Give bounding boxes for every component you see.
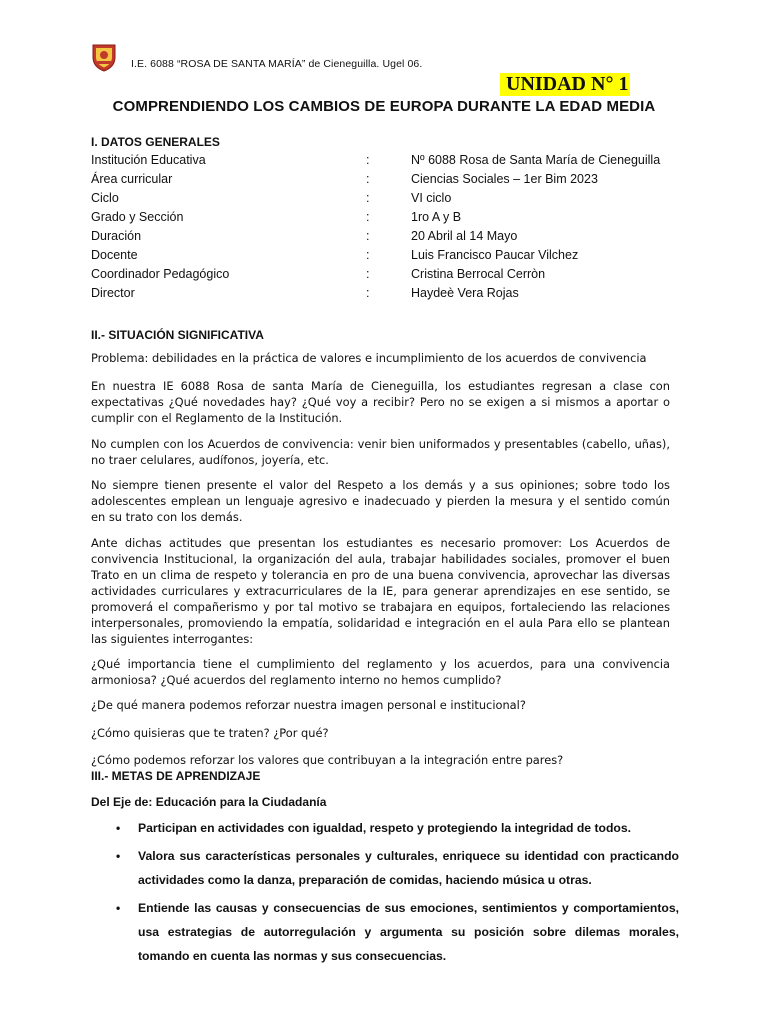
info-label: Ciclo (91, 191, 119, 205)
info-row (91, 191, 691, 210)
info-colon: : (366, 191, 370, 205)
paragraph: Problema: debilidades en la práctica de valores e incumplimiento de los acuerdos de convivencia (91, 351, 647, 365)
paragraph: ¿Qué importancia tiene el cumplimiento del reglamento y los acuerdos, para una convivencia armoniosa? ¿Qué acuerdos del reglamento interno no hemos cumplido? (91, 657, 670, 687)
info-value: Haydeè Vera Rojas (411, 286, 519, 300)
bullet-icon: • (116, 849, 121, 863)
info-colon: : (366, 210, 370, 224)
info-row (91, 210, 691, 229)
info-label: Director (91, 286, 135, 300)
info-value: Luis Francisco Paucar Vilchez (411, 248, 579, 262)
goals-list (91, 816, 679, 972)
paragraph: Ante dichas actitudes que presentan los estudiantes es necesario promover: Los Acuerdos de convivencia Institucional, la organización del aula, trabajar habilidades sociales, promover el buen Trato en un clima de respeto y tolerancia en pro de una buena convivencia, aprovechar las diversas actividades curriculares y extracurriculares de la IE, para generar aprendizajes en ese sentido, se promoverá el compañerismo y por tal motivo se trabajara en equipos, fortaleciendo las relaciones interpersonales, promoviendo la empatía, solidaridad e integración en el aula Para ello se plantean las siguientes interrogantes: (91, 536, 670, 646)
info-row (91, 267, 691, 286)
info-value: Nº 6088 Rosa de Santa María de Cieneguilla (411, 153, 661, 167)
info-row (91, 248, 691, 267)
info-colon: : (366, 286, 370, 300)
info-value: VI ciclo (411, 191, 452, 205)
info-label: Grado y Sección (91, 210, 184, 224)
info-label: Institución Educativa (91, 153, 206, 167)
page-title: COMPRENDIENDO LOS CAMBIOS DE EUROPA DURANTE LA EDAD MEDIA (112, 98, 656, 115)
info-value: Cristina Berrocal Cerròn (411, 267, 546, 281)
info-colon: : (366, 267, 370, 281)
info-row (91, 153, 691, 172)
info-row (91, 229, 691, 248)
section-heading-datos: I. DATOS GENERALES (91, 135, 220, 149)
info-value: Ciencias Sociales – 1er Bim 2023 (411, 172, 598, 186)
paragraph: En nuestra IE 6088 Rosa de santa María de Cieneguilla, los estudiantes regresan a clase con expectativas ¿Qué novedades hay? ¿Qué voy a recibir? Pero no se exigen a si mismos a aportar o cumplir con el Reglamento de la Institución. (91, 379, 670, 425)
unit-label: UNIDAD N° 1 (500, 73, 630, 96)
info-colon: : (366, 153, 370, 167)
paragraph: No siempre tienen presente el valor del Respeto a los demás y a sus opiniones; sobre todo los adolescentes emplean un lenguaje agresivo e inadecuado y pierden la mesura y el sentido común en su trato con los demás. (91, 478, 670, 524)
bullet-icon: • (116, 821, 121, 835)
info-label: Área curricular (91, 172, 173, 186)
list-item (91, 844, 679, 892)
list-item (91, 816, 679, 840)
info-label: Coordinador Pedagógico (91, 267, 230, 281)
info-value: 20 Abril al 14 Mayo (411, 229, 518, 243)
school-crest-icon (91, 42, 117, 72)
school-header-line: I.E. 6088 “ROSA DE SANTA MARÍA” de Cieneguilla. Ugel 06. (131, 58, 423, 70)
axis-subheading: Del Eje de: Educación para la Ciudadanía (91, 795, 327, 809)
info-label: Duración (91, 229, 142, 243)
section-heading-situacion: II.- SITUACIÓN SIGNIFICATIVA (91, 328, 264, 342)
goal-text: Entiende las causas y consecuencias de sus emociones, sentimientos y comportamientos, usa estrategias de autorregulación y argumenta su posición sobre dilemas morales, tomando en cuenta las normas y sus consecuencias. (138, 901, 679, 963)
paragraph: No cumplen con los Acuerdos de convivencia: venir bien uniformados y presentables (cabello, uñas), no traer celulares, audífonos, joyería, etc. (91, 437, 670, 467)
info-row (91, 172, 691, 191)
list-item (91, 896, 679, 968)
paragraph: ¿Cómo podemos reforzar los valores que contribuyan a la integración entre pares? (91, 753, 564, 767)
info-label: Docente (91, 248, 138, 262)
info-row (91, 286, 691, 305)
info-value: 1ro A y B (411, 210, 462, 224)
info-colon: : (366, 229, 370, 243)
section-heading-metas: III.- METAS DE APRENDIZAJE (91, 769, 261, 783)
goal-text: Valora sus características personales y culturales, enriquece su identidad con practicando actividades como la danza, preparación de comidas, haciendo música u otras. (138, 849, 679, 887)
paragraph: ¿De qué manera podemos reforzar nuestra imagen personal e institucional? (91, 698, 526, 712)
goal-text: Participan en actividades con igualdad, respeto y protegiendo la integridad de todos. (138, 821, 632, 835)
bullet-icon: • (116, 901, 121, 915)
info-colon: : (366, 172, 370, 186)
info-colon: : (366, 248, 370, 262)
paragraph: ¿Cómo quisieras que te traten? ¿Por qué? (91, 726, 329, 740)
